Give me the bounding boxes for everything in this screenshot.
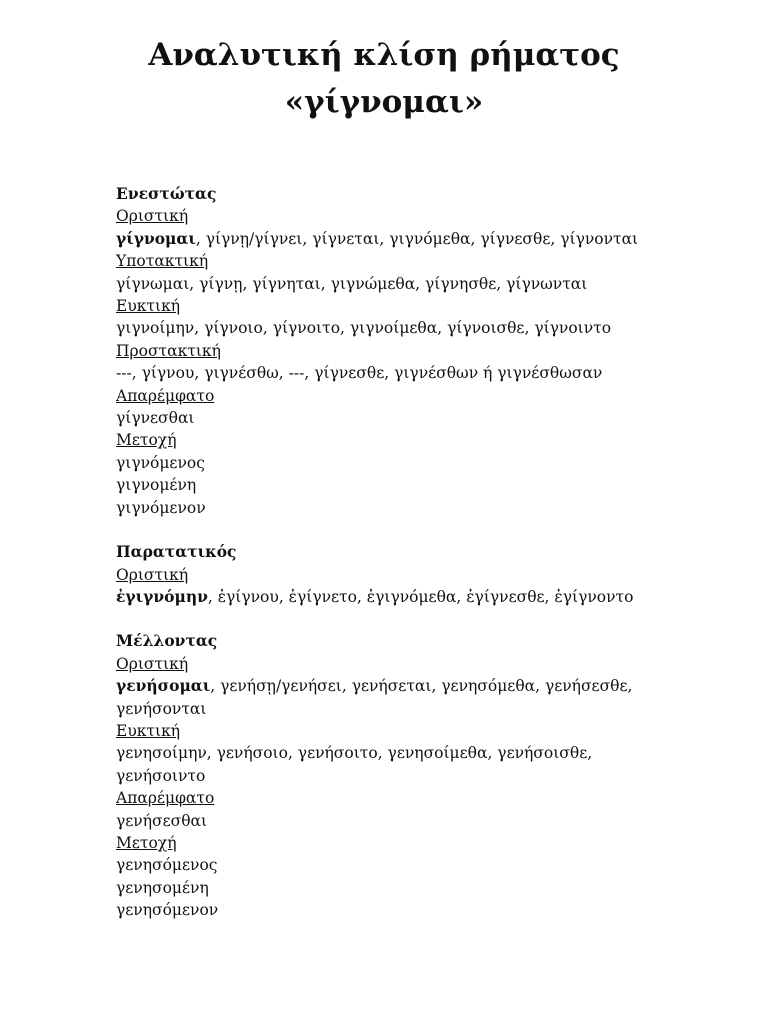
mood-label: Ευκτική — [116, 721, 181, 740]
mood-label: Οριστική — [116, 654, 189, 673]
conjugation-line — [116, 228, 676, 250]
conjugation-line — [116, 854, 676, 876]
conjugation-forms: γενήσοιντο — [116, 766, 206, 785]
conjugation-forms: γίγνωμαι, γίγνῃ, γίγνηται, γιγνώμεθα, γίγνησθε, γίγνωνται — [116, 274, 588, 293]
mood-label: Απαρέμφατο — [116, 386, 215, 405]
conjugation-forms: γιγνοίμην, γίγνοιο, γίγνοιτο, γιγνοίμεθα, γίγνοισθε, γίγνοιντο — [116, 319, 612, 338]
conjugation-forms: , γίγνῃ/γίγνει, γίγνεται, γιγνόμεθα, γίγνεσθε, γίγνονται — [195, 229, 639, 248]
tense-heading: Παρατατικός — [116, 542, 237, 562]
conjugation-line — [116, 362, 676, 384]
conjugation-forms: , ἐγίγνου, ἐγίγνετο, ἐγιγνόμεθα, ἐγίγνεσθε, ἐγίγνοντο — [207, 587, 634, 606]
page-title-line: «γίγνομαι» — [284, 84, 484, 120]
page-title — [0, 32, 768, 126]
tense-section — [116, 630, 676, 921]
conjugation-content — [116, 183, 676, 944]
conjugation-line — [116, 474, 676, 496]
conjugation-line — [116, 317, 676, 339]
mood-label: Μετοχή — [116, 431, 177, 450]
conjugation-forms: ---, γίγνου, γιγνέσθω, ---, γίγνεσθε, γιγνέσθων ή γιγνέσθωσαν — [116, 364, 603, 383]
mood-label: Οριστική — [116, 207, 189, 226]
mood-label: Προστακτική — [116, 341, 221, 360]
conjugation-line — [116, 765, 676, 787]
conjugation-line — [116, 698, 676, 720]
conjugation-line — [116, 675, 676, 697]
conjugation-line — [116, 810, 676, 832]
conjugation-forms: γενήσονται — [116, 699, 207, 718]
tense-section — [116, 541, 676, 608]
conjugation-line — [116, 452, 676, 474]
conjugation-forms: γιγνόμενος — [116, 453, 205, 472]
conjugation-forms: γενησόμενος — [116, 856, 218, 875]
first-person-form: ἐγιγνόμην — [116, 586, 208, 606]
page-title-line: Αναλυτική κλίση ρήματος — [148, 37, 620, 73]
first-person-form: γενήσομαι — [116, 676, 211, 696]
tense-heading: Ενεστώτας — [116, 184, 217, 203]
conjugation-forms: γίγνεσθαι — [116, 409, 195, 428]
conjugation-line — [116, 899, 676, 921]
conjugation-line — [116, 877, 676, 899]
tense-heading: Μέλλοντας — [116, 631, 218, 651]
conjugation-forms: γενησοίμην, γενήσοιο, γενήσοιτο, γενησοίμεθα, γενήσοισθε, — [116, 744, 593, 763]
mood-label: Υποτακτική — [116, 252, 209, 271]
conjugation-forms: γενήσεσθαι — [116, 811, 208, 830]
mood-label: Ευκτική — [116, 297, 181, 316]
conjugation-line — [116, 273, 676, 295]
first-person-form: γίγνομαι — [116, 228, 196, 248]
conjugation-line — [116, 497, 676, 519]
conjugation-forms: γιγνόμενον — [116, 498, 206, 517]
conjugation-forms: , γενήσῃ/γενήσει, γενήσεται, γενησόμεθα, γενήσεσθε, — [210, 677, 633, 696]
conjugation-forms: γενησομένη — [116, 878, 209, 897]
mood-label: Απαρέμφατο — [116, 789, 215, 808]
tense-section — [116, 183, 676, 519]
conjugation-line — [116, 742, 676, 764]
conjugation-line — [116, 407, 676, 429]
mood-label: Οριστική — [116, 565, 189, 584]
mood-label: Μετοχή — [116, 833, 177, 852]
conjugation-forms: γενησόμενον — [116, 901, 219, 920]
conjugation-forms: γιγνομένη — [116, 476, 197, 495]
conjugation-line — [116, 586, 676, 608]
